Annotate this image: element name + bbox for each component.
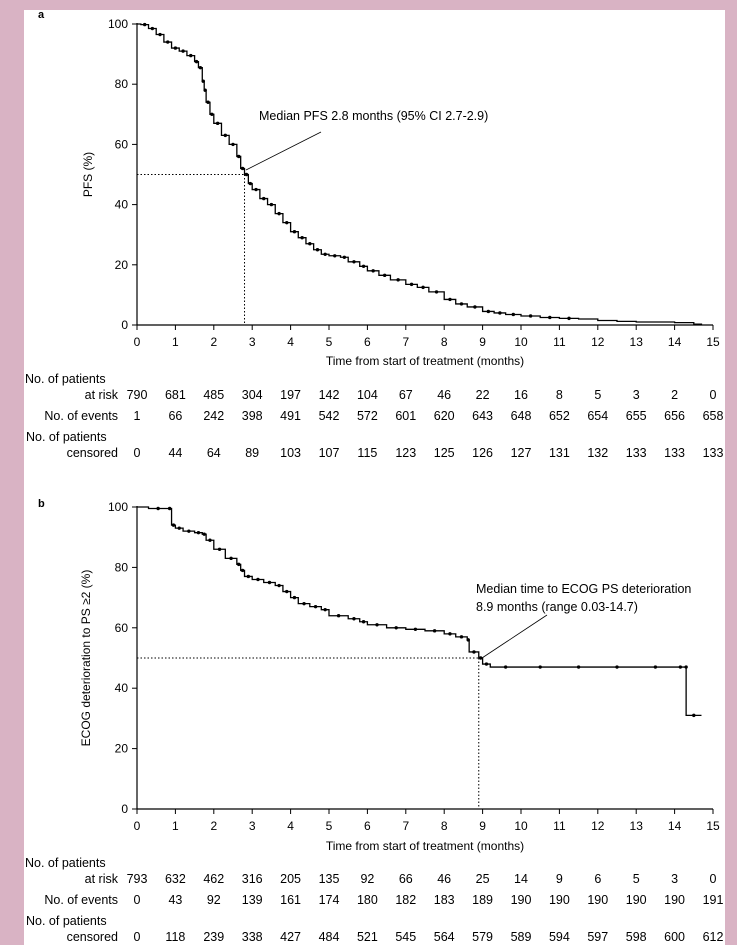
risk-table-value: 316 xyxy=(241,872,263,886)
censor-mark xyxy=(410,283,413,286)
risk-table xyxy=(25,372,723,460)
risk-table-value: 598 xyxy=(625,930,647,944)
risk-table-value: 115 xyxy=(357,446,378,460)
risk-table-value: 135 xyxy=(318,872,340,886)
risk-table-value: 600 xyxy=(664,930,686,944)
censor-mark xyxy=(270,203,273,206)
y-tick-label: 0 xyxy=(121,802,128,816)
risk-table-value: 66 xyxy=(398,872,413,886)
censor-mark xyxy=(158,33,161,36)
x-tick-label: 7 xyxy=(402,335,410,349)
censor-mark xyxy=(567,317,570,320)
censor-mark xyxy=(237,155,240,158)
risk-table-value: 427 xyxy=(280,930,302,944)
y-tick-label: 80 xyxy=(114,77,128,92)
censor-mark xyxy=(314,605,317,608)
x-tick-label: 13 xyxy=(629,335,643,349)
y-tick-label: 20 xyxy=(114,741,128,756)
y-tick-label: 40 xyxy=(114,681,128,696)
x-tick-label: 14 xyxy=(667,335,682,349)
risk-table-value: 655 xyxy=(625,409,647,423)
censor-mark xyxy=(285,590,288,593)
censor-mark xyxy=(396,278,399,281)
risk-table-value: 652 xyxy=(548,409,570,423)
censor-mark xyxy=(529,314,532,317)
x-tick-label: 11 xyxy=(553,819,566,833)
risk-table-value: 190 xyxy=(548,893,570,907)
censor-mark xyxy=(199,66,202,69)
censor-mark xyxy=(254,188,257,191)
risk-table-value: 612 xyxy=(702,930,724,944)
censor-mark xyxy=(308,242,311,245)
risk-table-value: 46 xyxy=(437,872,452,886)
risk-table-value: 133 xyxy=(702,446,724,460)
x-tick-label: 15 xyxy=(706,335,720,349)
risk-table-value: 107 xyxy=(318,446,340,460)
risk-table-value: 579 xyxy=(472,930,494,944)
censor-mark xyxy=(352,260,355,263)
censor-mark xyxy=(512,313,515,316)
x-tick-label: 1 xyxy=(172,335,179,349)
x-tick-label: 9 xyxy=(479,335,486,349)
risk-table-value: 22 xyxy=(475,388,490,402)
risk-table-value: 46 xyxy=(437,388,452,402)
x-tick-label: 13 xyxy=(629,819,643,833)
y-tick-label: 100 xyxy=(107,500,128,514)
censor-mark xyxy=(343,256,346,259)
censor-mark xyxy=(262,197,265,200)
censor-mark xyxy=(460,635,463,638)
km-panel-b xyxy=(25,498,723,944)
censor-mark xyxy=(472,650,475,653)
x-axis-label: Time from start of treatment (months) xyxy=(325,354,525,368)
risk-table-value: 67 xyxy=(398,388,413,402)
censor-mark xyxy=(249,182,252,185)
risk-table-value: 304 xyxy=(241,388,263,402)
risk-table-value: 597 xyxy=(587,930,609,944)
censor-mark xyxy=(485,662,488,665)
risk-table-value: 190 xyxy=(625,893,647,907)
risk-table-value: 103 xyxy=(280,446,302,460)
risk-row-sublabel: censored xyxy=(66,930,118,944)
risk-table-value: 131 xyxy=(548,446,570,460)
censor-mark xyxy=(203,89,206,92)
risk-table-value: 594 xyxy=(548,930,570,944)
panel-label: a xyxy=(38,10,45,21)
censor-mark xyxy=(435,290,438,293)
censor-mark xyxy=(241,569,244,572)
y-tick-label: 20 xyxy=(114,257,128,272)
risk-table-value: 190 xyxy=(664,893,686,907)
censor-mark xyxy=(195,60,198,63)
risk-table-value: 601 xyxy=(395,409,417,423)
risk-table-value: 66 xyxy=(168,409,183,423)
x-tick-label: 6 xyxy=(364,335,371,349)
risk-table-value: 132 xyxy=(587,446,609,460)
censor-mark xyxy=(143,23,146,26)
risk-table-value: 1 xyxy=(133,409,141,423)
censor-mark xyxy=(187,529,190,532)
censor-mark xyxy=(371,269,374,272)
x-tick-label: 10 xyxy=(514,819,528,833)
risk-table-value: 9 xyxy=(555,872,563,886)
risk-table-value: 239 xyxy=(203,930,225,944)
censor-mark xyxy=(473,305,476,308)
risk-table-value: 190 xyxy=(587,893,609,907)
risk-row-sublabel: at risk xyxy=(84,388,118,402)
risk-table-value: 174 xyxy=(318,893,340,907)
censor-mark xyxy=(189,54,192,57)
risk-table-value: 0 xyxy=(133,930,141,944)
risk-table-value: 16 xyxy=(514,388,528,402)
annotation-leader xyxy=(246,132,321,170)
y-tick-label: 60 xyxy=(114,137,128,152)
censor-mark xyxy=(679,665,682,668)
censor-mark xyxy=(229,557,232,560)
median-annotation: Median PFS 2.8 months (95% CI 2.7-2.9) xyxy=(259,109,489,123)
risk-row-label: No. of patients xyxy=(25,372,106,386)
censor-mark xyxy=(293,596,296,599)
risk-table-value: 0 xyxy=(133,446,141,460)
censor-mark xyxy=(654,665,657,668)
censor-mark xyxy=(684,665,687,668)
y-tick-label: 0 xyxy=(121,318,128,332)
censor-mark xyxy=(174,46,177,49)
risk-table-value: 191 xyxy=(702,893,724,907)
x-tick-label: 3 xyxy=(248,335,256,349)
risk-table-value: 139 xyxy=(241,893,263,907)
risk-table-value: 126 xyxy=(472,446,494,460)
risk-table-value: 242 xyxy=(203,409,225,423)
median-annotation-line1: Median time to ECOG PS deterioration xyxy=(476,582,692,596)
risk-table-value: 658 xyxy=(702,409,724,423)
censor-mark xyxy=(285,221,288,224)
risk-row-label: No. of patients xyxy=(26,430,107,444)
x-tick-label: 1 xyxy=(172,819,179,833)
risk-table-value: 5 xyxy=(594,388,602,402)
risk-table-value: 182 xyxy=(395,893,417,907)
risk-table-value: 620 xyxy=(433,409,455,423)
risk-table-value: 545 xyxy=(395,930,417,944)
censor-mark xyxy=(362,620,365,623)
x-tick-label: 6 xyxy=(364,819,371,833)
risk-table-value: 180 xyxy=(356,893,378,907)
risk-table-value: 572 xyxy=(356,409,378,423)
x-tick-label: 11 xyxy=(553,335,566,349)
censor-mark xyxy=(206,101,209,104)
risk-table-value: 104 xyxy=(356,388,378,402)
censor-mark xyxy=(237,563,240,566)
risk-table-value: 681 xyxy=(164,388,186,402)
x-tick-label: 12 xyxy=(591,819,605,833)
censor-mark xyxy=(293,230,296,233)
km-figure xyxy=(24,10,725,945)
censor-mark xyxy=(302,602,305,605)
risk-row-sublabel: at risk xyxy=(84,872,118,886)
x-tick-label: 0 xyxy=(133,819,141,833)
risk-table-value: 89 xyxy=(245,446,260,460)
risk-table-value: 632 xyxy=(164,872,186,886)
risk-row-label: No. of events xyxy=(44,409,118,423)
risk-table xyxy=(25,856,723,944)
censor-mark xyxy=(178,526,181,529)
risk-table-value: 0 xyxy=(709,872,717,886)
x-tick-label: 2 xyxy=(210,819,218,833)
risk-table-value: 43 xyxy=(168,893,183,907)
x-tick-label: 4 xyxy=(287,335,294,349)
censor-mark xyxy=(337,614,340,617)
risk-table-value: 183 xyxy=(433,893,455,907)
x-tick-label: 8 xyxy=(440,819,448,833)
risk-table-value: 118 xyxy=(165,930,186,944)
censor-mark xyxy=(316,248,319,251)
censor-marks xyxy=(143,23,571,320)
censor-mark xyxy=(362,265,365,268)
censor-mark xyxy=(504,665,507,668)
censor-mark xyxy=(277,584,280,587)
risk-table-value: 197 xyxy=(280,388,302,402)
censor-mark xyxy=(202,79,205,82)
risk-table-value: 491 xyxy=(280,409,302,423)
risk-table-value: 189 xyxy=(472,893,494,907)
x-tick-label: 5 xyxy=(325,819,333,833)
risk-table-value: 64 xyxy=(206,446,221,460)
risk-table-value: 0 xyxy=(133,893,141,907)
censor-mark xyxy=(433,629,436,632)
censor-mark xyxy=(352,617,355,620)
risk-table-value: 161 xyxy=(280,893,302,907)
risk-row-label: No. of patients xyxy=(25,856,106,870)
risk-row-sublabel: censored xyxy=(66,446,118,460)
x-tick-label: 8 xyxy=(440,335,448,349)
risk-table-value: 123 xyxy=(395,446,417,460)
x-tick-label: 9 xyxy=(479,819,486,833)
risk-table-value: 190 xyxy=(510,893,532,907)
x-tick-label: 12 xyxy=(591,335,605,349)
risk-table-value: 656 xyxy=(664,409,686,423)
risk-table-value: 398 xyxy=(241,409,263,423)
censor-mark xyxy=(172,523,175,526)
risk-table-value: 542 xyxy=(318,409,340,423)
censor-mark xyxy=(218,548,221,551)
censor-mark xyxy=(421,286,424,289)
censor-mark xyxy=(448,632,451,635)
risk-row-label: No. of events xyxy=(44,893,118,907)
risk-table-value: 125 xyxy=(433,446,455,460)
censor-mark xyxy=(467,638,470,641)
censor-mark xyxy=(577,665,580,668)
risk-table-value: 338 xyxy=(241,930,263,944)
risk-table-value: 3 xyxy=(632,388,640,402)
x-tick-label: 7 xyxy=(402,819,410,833)
x-tick-label: 0 xyxy=(133,335,141,349)
y-axis-label: ECOG deterioration to PS ≥2 (%) xyxy=(79,569,93,747)
figure-panel xyxy=(24,10,725,945)
risk-table-value: 485 xyxy=(203,388,225,402)
censor-mark xyxy=(216,122,219,125)
risk-table-value: 127 xyxy=(510,446,532,460)
censor-mark xyxy=(247,575,250,578)
censor-mark xyxy=(479,656,482,659)
risk-table-value: 2 xyxy=(671,388,679,402)
censor-mark xyxy=(448,298,451,301)
annotation-leader xyxy=(482,615,547,658)
risk-table-value: 133 xyxy=(664,446,686,460)
censor-mark xyxy=(300,236,303,239)
censor-mark xyxy=(539,665,542,668)
y-tick-label: 80 xyxy=(114,560,128,575)
x-tick-label: 3 xyxy=(248,819,256,833)
median-annotation-line2: 8.9 months (range 0.03-14.7) xyxy=(476,600,638,614)
y-tick-label: 40 xyxy=(114,197,128,212)
risk-table-value: 8 xyxy=(555,388,563,402)
risk-table-value: 643 xyxy=(472,409,494,423)
risk-table-value: 648 xyxy=(510,409,532,423)
x-tick-label: 4 xyxy=(287,819,294,833)
risk-table-value: 6 xyxy=(594,872,602,886)
censor-mark xyxy=(151,27,154,30)
censor-mark xyxy=(375,623,378,626)
censor-mark xyxy=(208,539,211,542)
censor-mark xyxy=(548,316,551,319)
censor-mark xyxy=(498,311,501,314)
risk-table-value: 790 xyxy=(126,388,148,402)
risk-table-value: 0 xyxy=(709,388,717,402)
x-tick-label: 15 xyxy=(706,819,720,833)
y-tick-label: 100 xyxy=(107,17,128,31)
x-tick-label: 2 xyxy=(210,335,218,349)
x-tick-label: 5 xyxy=(325,335,333,349)
censor-mark xyxy=(615,665,618,668)
risk-table-value: 462 xyxy=(203,872,225,886)
censor-mark xyxy=(241,167,244,170)
risk-table-value: 484 xyxy=(318,930,340,944)
risk-table-value: 654 xyxy=(587,409,609,423)
censor-mark xyxy=(210,113,213,116)
x-axis-label: Time from start of treatment (months) xyxy=(325,839,525,853)
censor-mark xyxy=(181,49,184,52)
km-panel-a xyxy=(25,10,723,460)
censor-mark xyxy=(323,608,326,611)
risk-table-value: 5 xyxy=(632,872,640,886)
censor-mark xyxy=(203,532,206,535)
risk-table-value: 564 xyxy=(433,930,455,944)
y-axis-label: PFS (%) xyxy=(81,151,95,198)
risk-table-value: 14 xyxy=(514,872,528,886)
risk-table-value: 589 xyxy=(510,930,532,944)
censor-mark xyxy=(168,507,171,510)
censor-mark xyxy=(383,274,386,277)
risk-table-value: 133 xyxy=(625,446,647,460)
censor-mark xyxy=(414,628,417,631)
censor-mark xyxy=(231,143,234,146)
censor-mark xyxy=(487,310,490,313)
censor-mark xyxy=(245,173,248,176)
risk-table-value: 92 xyxy=(206,893,221,907)
risk-table-value: 205 xyxy=(280,872,302,886)
censor-mark xyxy=(197,531,200,534)
y-tick-label: 60 xyxy=(114,620,128,635)
censor-mark xyxy=(333,254,336,257)
risk-table-value: 142 xyxy=(318,388,340,402)
risk-table-value: 793 xyxy=(126,872,148,886)
censor-mark xyxy=(692,714,695,717)
risk-table-value: 92 xyxy=(360,872,375,886)
censor-mark xyxy=(460,302,463,305)
risk-row-label: No. of patients xyxy=(26,914,107,928)
censor-mark xyxy=(166,40,169,43)
censor-mark xyxy=(156,507,159,510)
censor-mark xyxy=(224,134,227,137)
risk-table-value: 44 xyxy=(168,446,183,460)
censor-mark xyxy=(323,253,326,256)
censor-mark xyxy=(268,581,271,584)
censor-mark xyxy=(395,626,398,629)
panel-label: b xyxy=(38,498,45,510)
risk-table-value: 3 xyxy=(671,872,679,886)
x-tick-label: 10 xyxy=(514,335,528,349)
risk-table-value: 521 xyxy=(356,930,378,944)
risk-table-value: 25 xyxy=(475,872,490,886)
x-tick-label: 14 xyxy=(667,819,682,833)
censor-mark xyxy=(256,578,259,581)
censor-mark xyxy=(277,212,280,215)
